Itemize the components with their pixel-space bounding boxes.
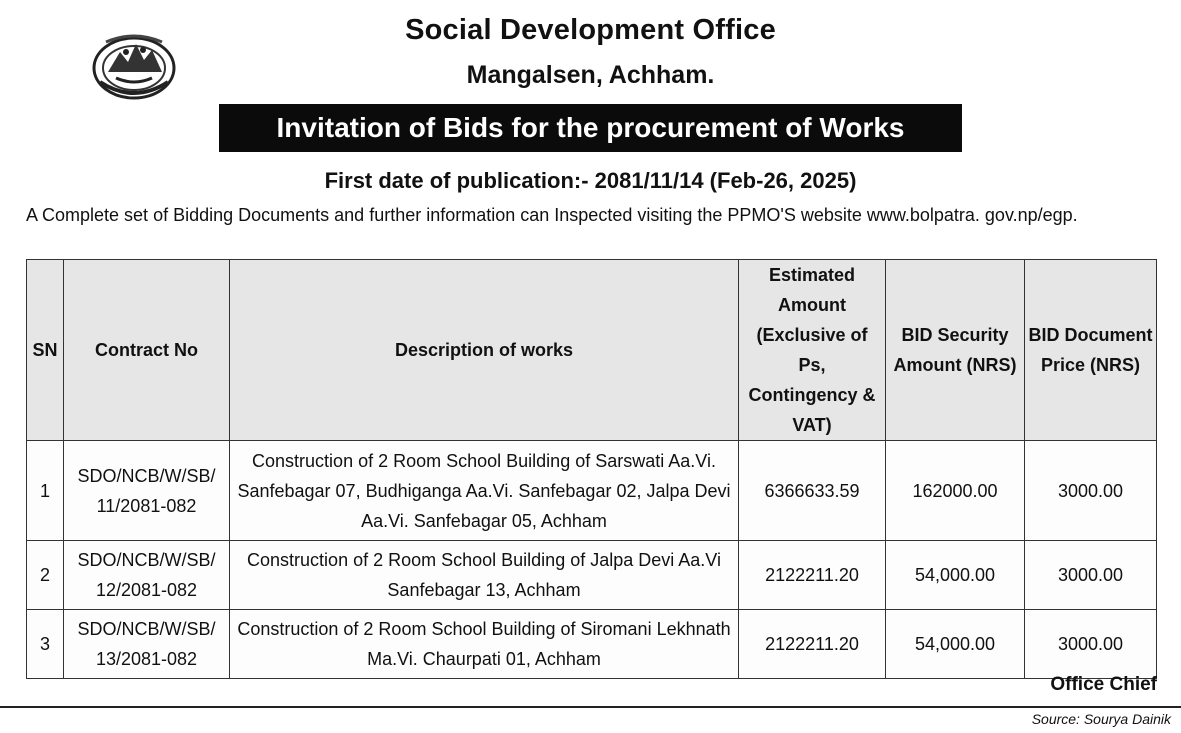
cell-estimated-amount: 2122211.20 (739, 541, 886, 610)
cell-estimated-amount: 6366633.59 (739, 441, 886, 541)
cell-description: Construction of 2 Room School Building of Jalpa Devi Aa.Vi Sanfebagar 13, Achham (230, 541, 739, 610)
office-name: Social Development Office (405, 14, 776, 46)
header-contract-no: Contract No (64, 260, 230, 441)
cell-description: Construction of 2 Room School Building of Sarswati Aa.Vi. Sanfebagar 07, Budhiganga Aa.Vi. Sanfebagar 02, Jalpa Devi Aa.Vi. Sanfebagar 05, Achham (230, 441, 739, 541)
cell-contract-no: SDO/NCB/W/SB/ 13/2081-082 (64, 610, 230, 679)
bids-table (26, 259, 1157, 679)
cell-contract-no: SDO/NCB/W/SB/ 11/2081-082 (64, 441, 230, 541)
cell-bid-security: 162000.00 (886, 441, 1025, 541)
intro-paragraph: A Complete set of Bidding Documents and further information can Inspected visiting the PPMO'S website www.bolpatra. gov.np/egp. (26, 205, 1078, 225)
header-bid-security: BID Security Amount (NRS) (886, 260, 1025, 441)
cell-bid-security: 54,000.00 (886, 541, 1025, 610)
cell-sn: 3 (27, 610, 64, 679)
cell-contract-no: SDO/NCB/W/SB/ 12/2081-082 (64, 541, 230, 610)
cell-estimated-amount: 2122211.20 (739, 610, 886, 679)
source-credit: Source: Sourya Dainik (1031, 711, 1171, 727)
notice-title-text: Invitation of Bids for the procurement of Works (276, 112, 905, 143)
cell-sn: 1 (27, 441, 64, 541)
header-description: Description of works (230, 260, 739, 441)
header-document-price: BID Document Price (NRS) (1025, 260, 1157, 441)
notice-title (219, 104, 962, 152)
table-header-row (27, 260, 1157, 441)
cell-sn: 2 (27, 541, 64, 610)
header-sn: SN (27, 260, 64, 441)
cell-document-price: 3000.00 (1025, 541, 1157, 610)
cell-document-price: 3000.00 (1025, 441, 1157, 541)
cell-description: Construction of 2 Room School Building of Siromani Lekhnath Ma.Vi. Chaurpati 01, Achham (230, 610, 739, 679)
publication-date: First date of publication:- 2081/11/14 (Feb-26, 2025) (324, 168, 857, 193)
table-row (27, 541, 1157, 610)
cell-bid-security: 54,000.00 (886, 610, 1025, 679)
table-row (27, 610, 1157, 679)
office-location: Mangalsen, Achham. (466, 61, 715, 89)
header-estimated-amount: Estimated Amount (Exclusive of Ps, Contingency & VAT) (739, 260, 886, 441)
signature-office-chief: Office Chief (1050, 674, 1157, 695)
table-row (27, 441, 1157, 541)
cell-document-price: 3000.00 (1025, 610, 1157, 679)
